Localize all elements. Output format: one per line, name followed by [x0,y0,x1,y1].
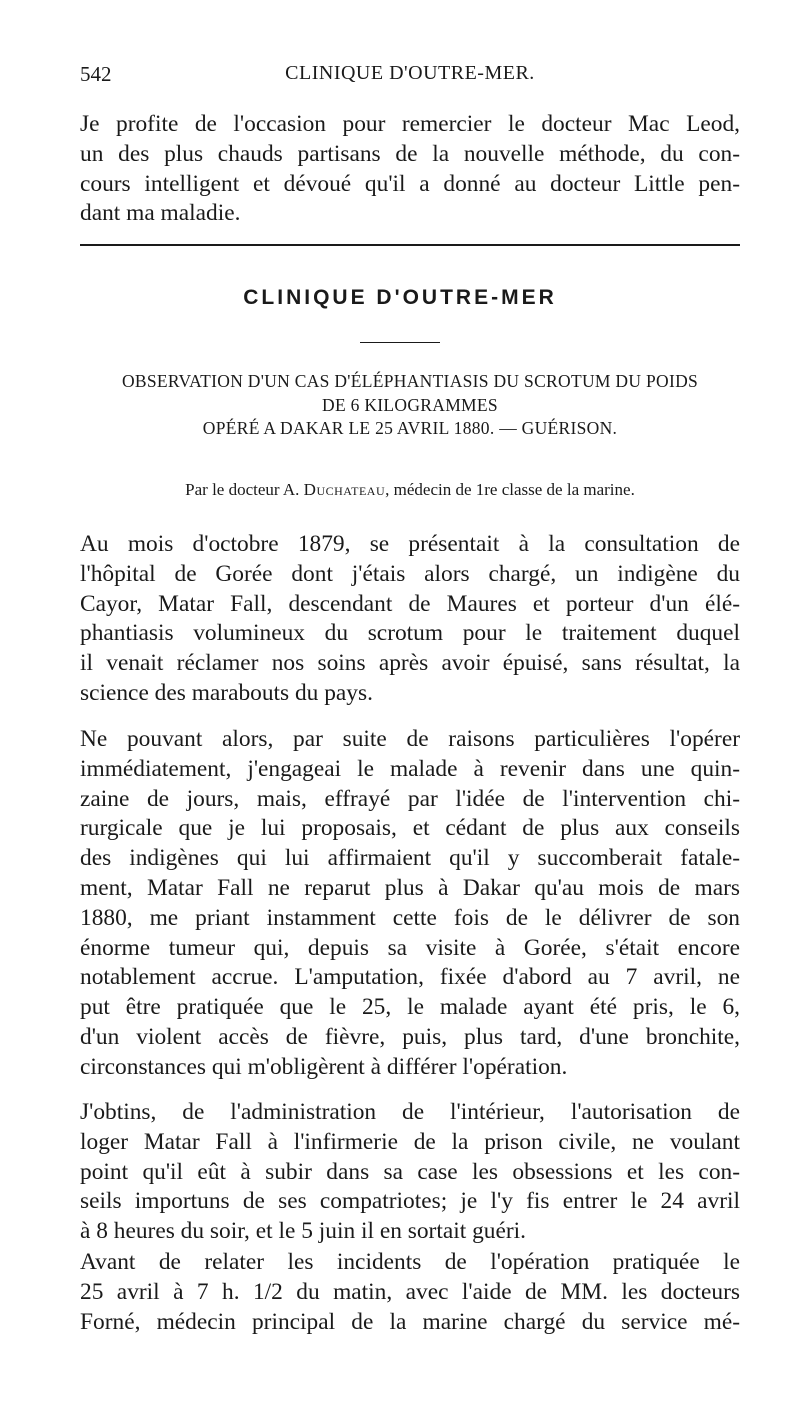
observation-title-line: DE 6 KILOGRAMMES [322,394,498,415]
text-line: circonstances qui m'obligèrent à différer l'opération. [80,1053,568,1080]
byline-author: Duchateau [303,480,386,499]
text-line: Ne pouvant alors, par suite de raisons particulières l'opérer [80,726,740,752]
page-header [80,62,740,92]
text-line: un des plus chauds partisans de la nouvelle méthode, du con- [80,140,740,167]
text-line: science des marabouts du pays. [80,679,373,706]
body-paragraph [80,1248,740,1337]
text-line: notablement accrue. L'amputation, fixée d'abord au 7 avril, ne [80,964,740,991]
text-line: Au mois d'octobre 1879, se présentait à la consultation de [80,531,740,557]
text-line: ment, Matar Fall ne reparut plus à Dakar qu'au mois de mars [80,874,740,901]
section-divider [80,244,740,246]
text-line: Avant de relater les incidents de l'opération pratiquée le [80,1249,740,1275]
observation-title [80,370,740,441]
text-line: immédiatement, j'engageai le malade à revenir dans une quin- [80,755,740,782]
text-line: dant ma maladie. [80,200,241,227]
text-line: d'un violent accès de fièvre, puis, plus tard, d'une bronchite, [80,1023,740,1050]
text-line: Cayor, Matar Fall, descendant de Maures et porteur d'un élé- [80,590,740,617]
text-line: put être pratiquée que le 25, le malade ayant été pris, le 6, [80,994,740,1021]
body-paragraph [80,725,740,1083]
text-line: à 8 heures du soir, et le 5 juin il en sortait guéri. [80,1218,526,1245]
running-title: CLINIQUE D'OUTRE-MER. [285,62,535,84]
text-line: phantiasis volumineux du scrotum pour le traitement duquel [80,620,740,647]
text-line: 1880, me priant instamment cette fois de le délivrer de son [80,904,740,931]
observation-title-line: OPÉRÉ A DAKAR LE 25 AVRIL 1880. — GUÉRISON. [202,418,618,438]
text-line: zaine de jours, mais, effrayé par l'idée de l'intervention chi- [80,785,740,812]
text-line: 25 avril à 7 h. 1/2 du matin, avec l'aide de MM. les docteurs [80,1278,740,1305]
author-byline [80,480,740,500]
body-paragraph [80,1098,740,1247]
byline-suffix: , médecin de 1re classe de la marine. [385,480,635,499]
body-paragraph [80,530,740,709]
section-title: CLINIQUE D'OUTRE-MER [243,286,557,309]
text-line: l'hôpital de Gorée dont j'étais alors chargé, un indigène du [80,560,740,587]
text-line: J'obtins, de l'administration de l'intérieur, l'autorisation de [80,1099,740,1125]
text-line: point qu'il eût à subir dans sa case les obsessions et les con- [80,1158,740,1185]
text-line: Je profite de l'occasion pour remercier le docteur Mac Leod, [80,111,740,137]
byline-prefix: Par le docteur A. [185,480,300,499]
text-line: rurgicale que je lui proposais, et cédant de plus aux conseils [80,815,740,842]
intro-paragraph [80,110,740,229]
text-line: Forné, médecin principal de la marine chargé du service mé- [80,1308,740,1335]
text-line: seils importuns de ses compatriotes; je l'y fis entrer le 24 avril [80,1188,740,1215]
title-divider [360,342,440,343]
text-line: cours intelligent et dévoué qu'il a donné au docteur Little pen- [80,170,740,197]
text-line: il venait réclamer nos soins après avoir épuisé, sans résultat, la [80,650,740,677]
page-number: 542 [80,62,112,86]
text-line: loger Matar Fall à l'infirmerie de la prison civile, ne voulant [80,1128,740,1155]
text-line: énorme tumeur qui, depuis sa visite à Gorée, s'était encore [80,934,740,961]
text-line: des indigènes qui lui affirmaient qu'il y succomberait fatale- [80,845,740,872]
observation-title-line: OBSERVATION D'UN CAS D'ÉLÉPHANTIASIS DU SCROTUM DU POIDS [121,371,699,391]
